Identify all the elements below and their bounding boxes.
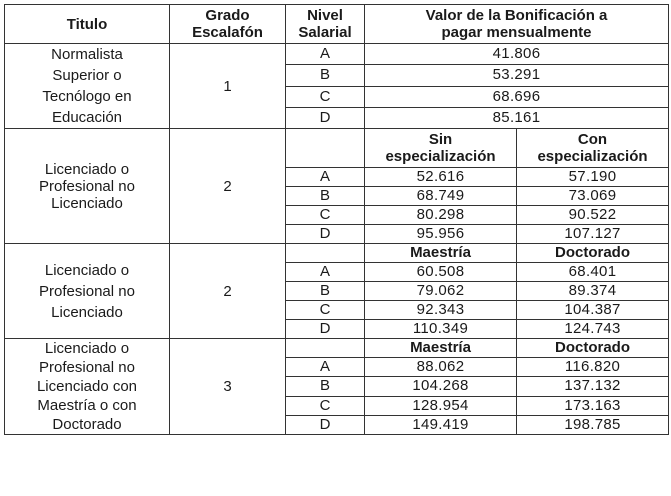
nivel-cell: B bbox=[286, 65, 365, 86]
value-left: 92.343 bbox=[365, 301, 517, 320]
bonificacion-table bbox=[4, 4, 669, 435]
value-right: 124.743 bbox=[517, 320, 669, 339]
nivel-cell: C bbox=[286, 86, 365, 107]
titulo-line: Educación bbox=[51, 109, 123, 126]
nivel-cell-empty bbox=[286, 339, 365, 358]
value-right: 107.127 bbox=[517, 225, 669, 244]
nivel-cell: C bbox=[286, 301, 365, 320]
subheader-line: Con bbox=[577, 131, 608, 148]
titulo-line: Profesional no bbox=[39, 282, 135, 300]
group-1-grado: 1 bbox=[170, 44, 286, 129]
nivel-cell: D bbox=[286, 107, 365, 128]
subheader-maestria: Maestría bbox=[365, 339, 517, 358]
titulo-line: Licenciado con bbox=[36, 378, 138, 395]
group-4-grado: 3 bbox=[170, 339, 286, 435]
value-right: 198.785 bbox=[517, 415, 669, 434]
subheader-con-especializacion bbox=[517, 129, 669, 168]
value-right: 90.522 bbox=[517, 206, 669, 225]
group-3-grado: 2 bbox=[170, 244, 286, 339]
table-row bbox=[5, 44, 669, 65]
subheader-maestria: Maestría bbox=[365, 244, 517, 263]
value-right: 104.387 bbox=[517, 301, 669, 320]
header-grado-line1: Grado bbox=[205, 7, 250, 24]
titulo-line: Normalista bbox=[51, 46, 123, 63]
value-left: 88.062 bbox=[365, 358, 517, 377]
value-left: 68.749 bbox=[365, 187, 517, 206]
titulo-line: Licenciado bbox=[51, 303, 123, 321]
titulo-line: Licenciado o bbox=[44, 261, 130, 279]
titulo-line: Profesional no bbox=[39, 359, 135, 376]
group-1-titulo bbox=[5, 44, 170, 129]
group-3-titulo bbox=[5, 244, 170, 339]
value-left: 79.062 bbox=[365, 282, 517, 301]
header-valor bbox=[365, 5, 669, 44]
titulo-line: Licenciado bbox=[51, 194, 123, 212]
subheader-row bbox=[5, 339, 669, 358]
nivel-cell: C bbox=[286, 206, 365, 225]
valor-cell: 41.806 bbox=[365, 44, 669, 65]
nivel-cell: C bbox=[286, 396, 365, 415]
header-titulo: Titulo bbox=[5, 5, 170, 44]
nivel-cell: B bbox=[286, 282, 365, 301]
nivel-cell: D bbox=[286, 415, 365, 434]
titulo-line: Licenciado o bbox=[44, 160, 130, 178]
header-nivel-line2: Salarial bbox=[298, 24, 352, 41]
header-valor-line2: pagar mensualmente bbox=[441, 24, 592, 41]
nivel-cell-empty bbox=[286, 244, 365, 263]
group-4-titulo bbox=[5, 339, 170, 435]
header-grado-line2: Escalafón bbox=[192, 24, 263, 41]
subheader-line: especialización bbox=[385, 148, 496, 165]
titulo-line: Superior o bbox=[52, 67, 122, 84]
value-left: 95.956 bbox=[365, 225, 517, 244]
value-right: 116.820 bbox=[517, 358, 669, 377]
header-nivel-line1: Nivel bbox=[307, 7, 343, 24]
titulo-line: Doctorado bbox=[52, 416, 122, 433]
nivel-cell: B bbox=[286, 377, 365, 396]
valor-cell: 53.291 bbox=[365, 65, 669, 86]
subheader-line: especialización bbox=[537, 148, 648, 165]
value-right: 68.401 bbox=[517, 263, 669, 282]
titulo-line: Maestría o con bbox=[37, 397, 137, 414]
subheader-row bbox=[5, 244, 669, 263]
nivel-cell: A bbox=[286, 44, 365, 65]
nivel-cell: A bbox=[286, 263, 365, 282]
header-valor-line1: Valor de la Bonificación a bbox=[425, 7, 608, 24]
titulo-line: Licenciado o bbox=[44, 340, 130, 357]
nivel-cell: D bbox=[286, 320, 365, 339]
header-row bbox=[5, 5, 669, 44]
value-right: 73.069 bbox=[517, 187, 669, 206]
group-2-titulo bbox=[5, 129, 170, 244]
subheader-row bbox=[5, 129, 669, 168]
valor-cell: 68.696 bbox=[365, 86, 669, 107]
group-2-grado: 2 bbox=[170, 129, 286, 244]
value-left: 60.508 bbox=[365, 263, 517, 282]
subheader-line: Sin bbox=[428, 131, 453, 148]
nivel-cell: B bbox=[286, 187, 365, 206]
valor-cell: 85.161 bbox=[365, 107, 669, 128]
titulo-line: Profesional no bbox=[39, 177, 135, 195]
value-right: 137.132 bbox=[517, 377, 669, 396]
nivel-cell: D bbox=[286, 225, 365, 244]
titulo-line: Tecnólogo en bbox=[42, 88, 132, 105]
header-grado bbox=[170, 5, 286, 44]
nivel-cell-empty bbox=[286, 129, 365, 168]
value-left: 52.616 bbox=[365, 168, 517, 187]
value-left: 149.419 bbox=[365, 415, 517, 434]
value-left: 104.268 bbox=[365, 377, 517, 396]
nivel-cell: A bbox=[286, 168, 365, 187]
value-right: 173.163 bbox=[517, 396, 669, 415]
subheader-sin-especializacion bbox=[365, 129, 517, 168]
header-nivel bbox=[286, 5, 365, 44]
value-left: 80.298 bbox=[365, 206, 517, 225]
subheader-doctorado: Doctorado bbox=[517, 339, 669, 358]
nivel-cell: A bbox=[286, 358, 365, 377]
value-right: 89.374 bbox=[517, 282, 669, 301]
value-left: 128.954 bbox=[365, 396, 517, 415]
value-left: 110.349 bbox=[365, 320, 517, 339]
subheader-doctorado: Doctorado bbox=[517, 244, 669, 263]
value-right: 57.190 bbox=[517, 168, 669, 187]
